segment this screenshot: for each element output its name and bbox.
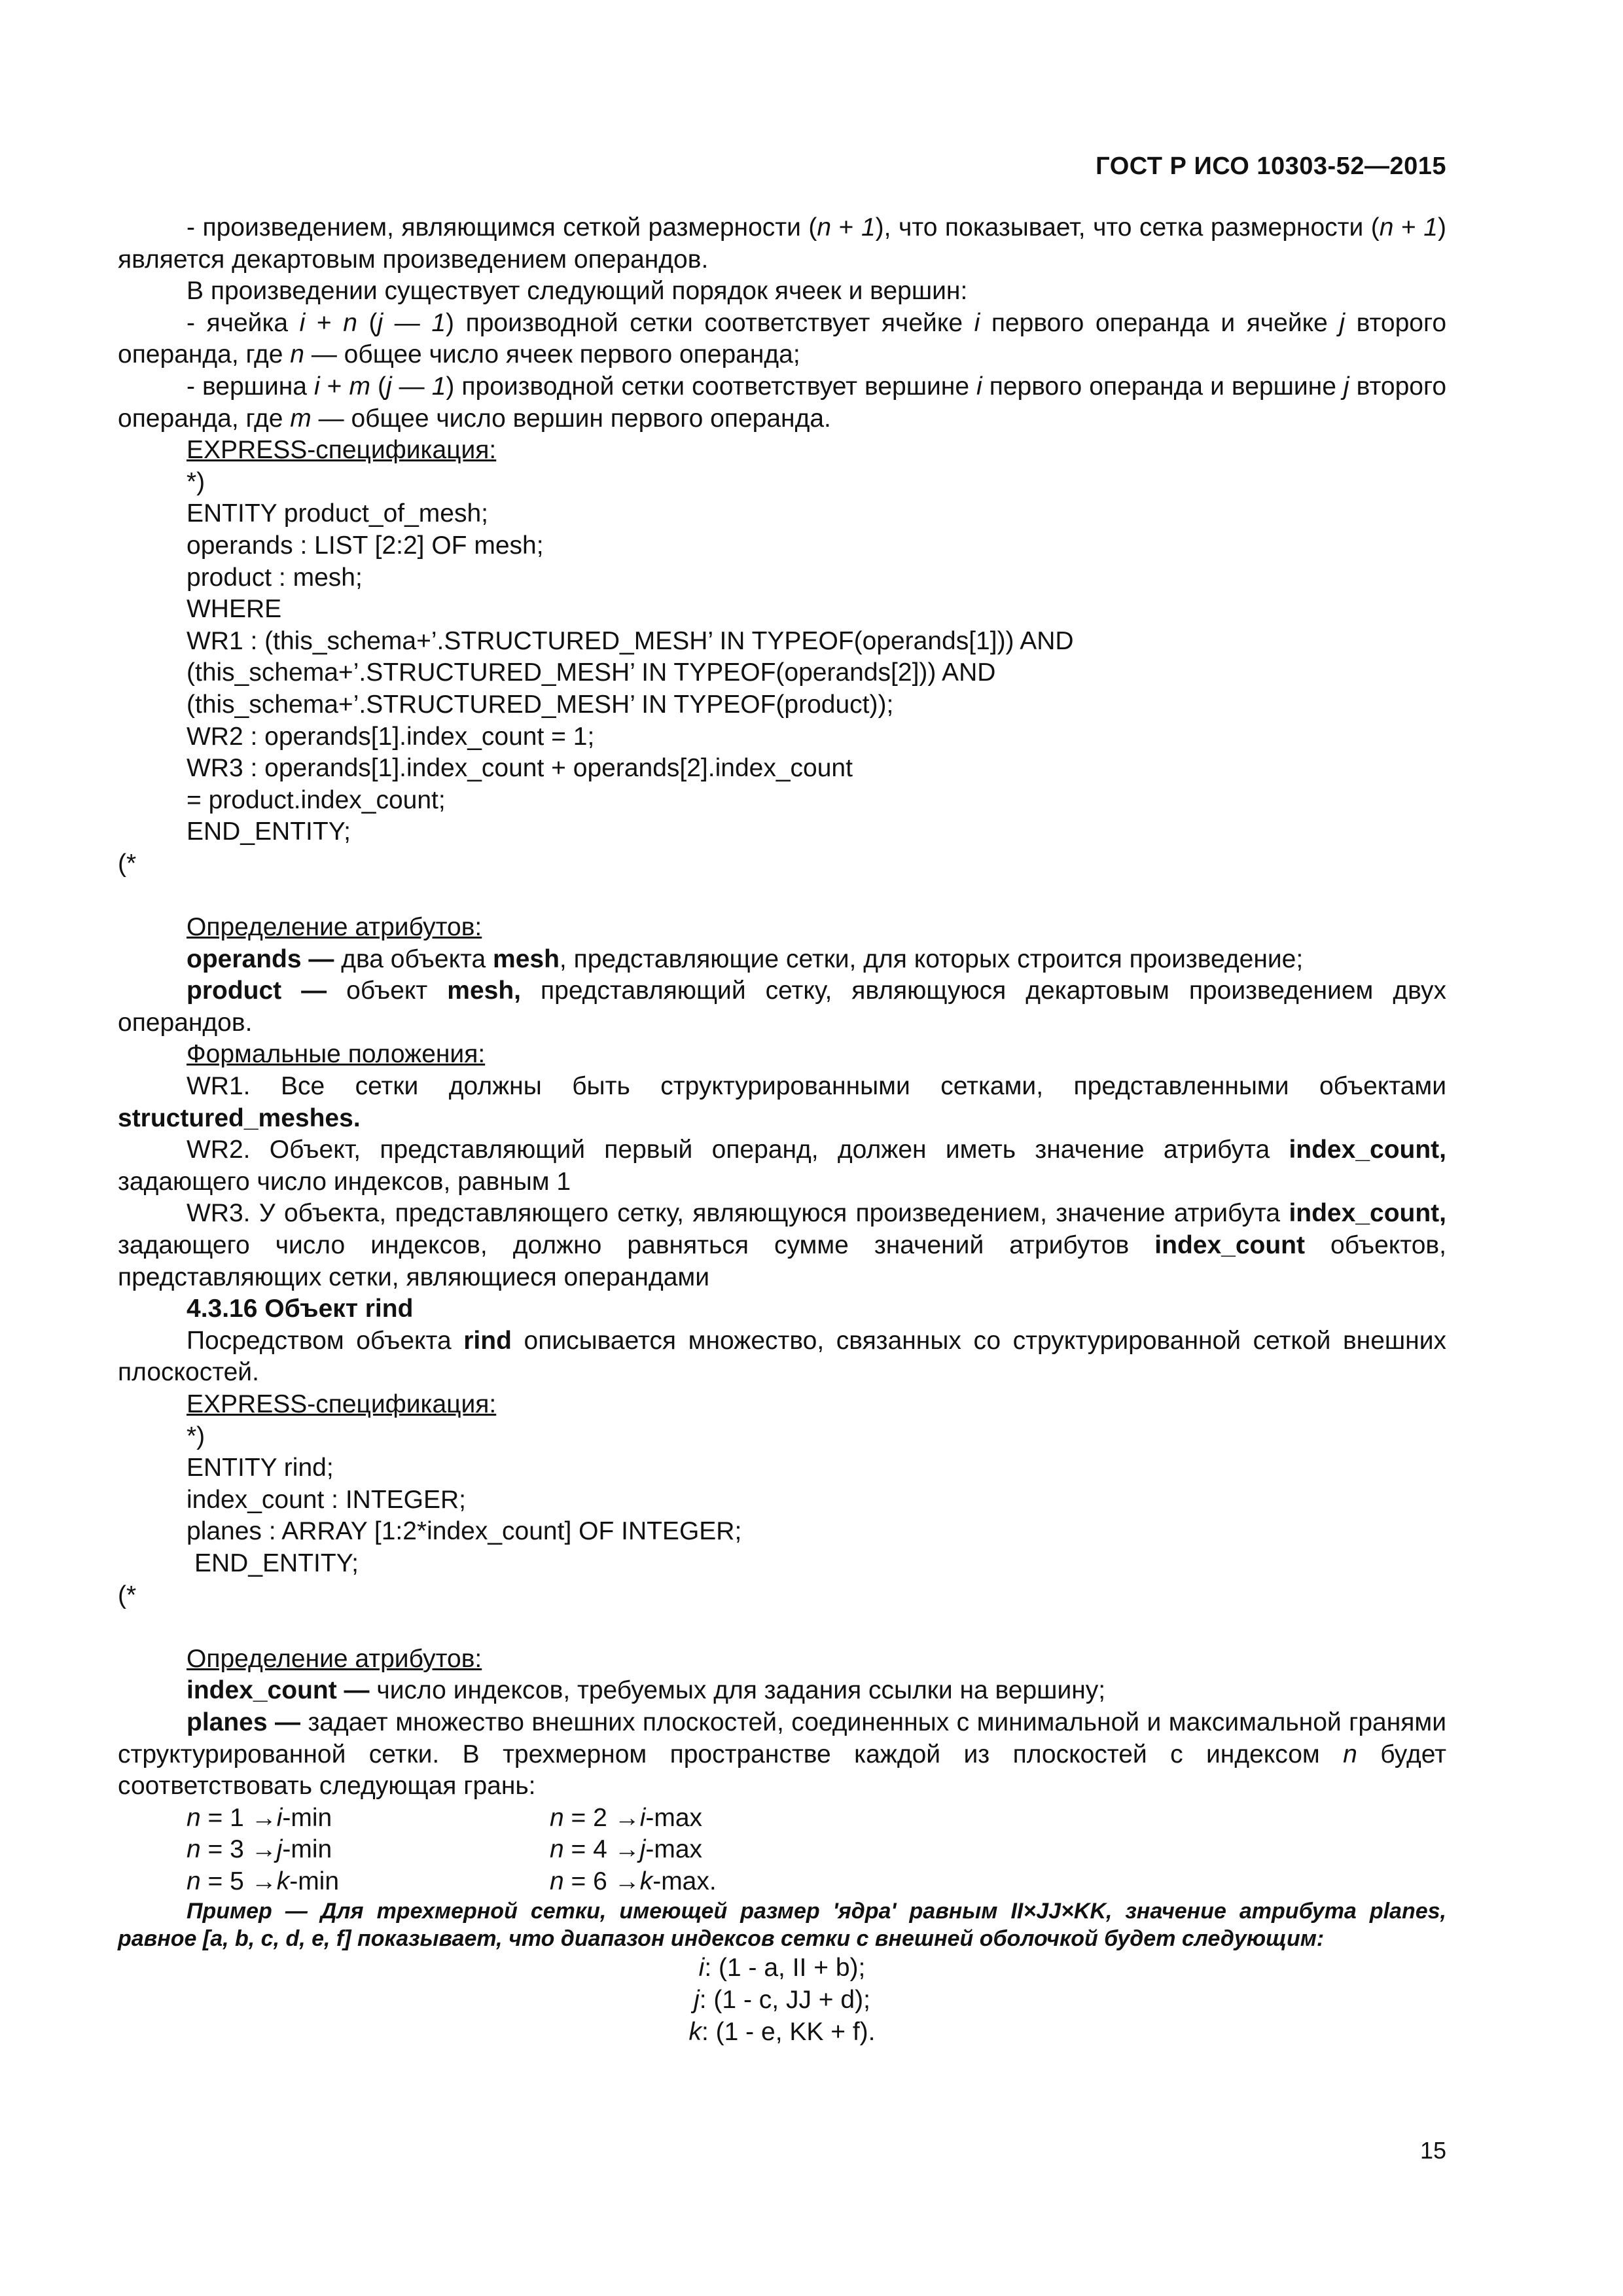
code-line: *) — [187, 1422, 205, 1450]
code-line: (this_schema+’.STRUCTURED_MESH’ IN TYPEOF(product)); — [187, 690, 894, 719]
product-definition: product — объект mesh, представляющий сетку, являющуюся декартовым произведением двух операндов. — [118, 977, 1446, 1037]
express-spec-label: EXPRESS-спецификация: — [187, 436, 497, 465]
index-count-definition: index_count — число индексов, требуемых для задания ссылки на вершину; — [187, 1676, 1106, 1705]
attribute-definition-label: Определение атрибутов: — [187, 913, 482, 942]
planes-definition: planes — задает множество внешних плоскостей, соединенных с минимальной и максимальной гранями структурированной сетки. В трехмерном пространстве каждой из плоскостей с индексом n будет соответствовать следующая грань: — [118, 1708, 1446, 1801]
code-line: WR1 : (this_schema+’.STRUCTURED_MESH’ IN TYPEOF(operands[1])) AND — [187, 626, 1074, 655]
code-line: planes : ARRAY [1:2*index_count] OF INTEGER; — [187, 1517, 742, 1546]
mapping-cell: n = 1 →i-min — [187, 1803, 332, 1832]
express-code-block — [118, 467, 1446, 848]
formula-line: j: (1 - c, JJ + d); — [694, 1986, 870, 2015]
page-number: 15 — [1419, 2137, 1446, 2164]
product-paragraph: - произведением, являющимся сеткой размерности (n + 1), что показывает, что сетка размерности (n + 1) является декартовым произведением операндов. — [118, 213, 1446, 274]
mapping-row — [118, 1803, 1446, 1835]
example-note: Пример — Для трехмерной сетки, имеющей размер 'ядра' равным II×JJ×KK, значение атрибута planes, равное [a, b, c, d, e, f] показывает, что диапазон индексов сетки с внешней оболочкой будет следующим: — [118, 1899, 1446, 1952]
code-close: (* — [118, 849, 137, 878]
mapping-cell: n = 4 →j-max — [550, 1835, 703, 1864]
face-mapping — [118, 1803, 1446, 1898]
wr3-paragraph: WR3. У объекта, представляющего сетку, являющуюся произведением, значение атрибута index_count, задающего число индексов, должно равняться сумме значений атрибутов index_count объектов, представляющих сетки, являющиеся операндами — [118, 1199, 1446, 1291]
code-line: product : mesh; — [187, 563, 363, 592]
code-close: (* — [118, 1581, 137, 1609]
cell-paragraph: - ячейка i + n (j — 1) производной сетки соответствует ячейке i первого операнда и ячейке j второго операнда, где n — общее число ячеек первого операнда; — [118, 308, 1447, 369]
attribute-definition-label: Определение атрибутов: — [187, 1644, 482, 1673]
code-line: END_ENTITY; — [187, 817, 351, 846]
wr2-paragraph: WR2. Объект, представляющий первый операнд, должен иметь значение атрибута index_count, задающего число индексов, равным 1 — [118, 1136, 1446, 1196]
code-line: WR2 : operands[1].index_count = 1; — [187, 722, 595, 751]
formal-propositions-label: Формальные положения: — [187, 1040, 486, 1069]
code-line: END_ENTITY; — [194, 1549, 359, 1577]
code-line: *) — [187, 467, 205, 496]
code-line: (this_schema+’.STRUCTURED_MESH’ IN TYPEOF(operands[2])) AND — [187, 658, 996, 687]
formula-line: i: (1 - a, II + b); — [698, 1954, 866, 1982]
operands-definition: operands — два объекта mesh, представляющие сетки, для которых строится произведение; — [187, 944, 1304, 973]
express-spec-label: EXPRESS-спецификация: — [187, 1390, 497, 1418]
formula-line: k: (1 - e, KK + f). — [688, 2017, 876, 2046]
code-line: = product.index_count; — [187, 785, 446, 814]
page-body — [118, 212, 1446, 2048]
order-paragraph: В произведении существует следующий порядок ячеек и вершин: — [187, 277, 968, 306]
mapping-cell: n = 2 →i-max — [550, 1803, 703, 1832]
code-line: WHERE — [187, 595, 282, 624]
mapping-row — [118, 1834, 1446, 1866]
rind-paragraph: Посредством объекта rind описывается множество, связанных со структурированной сеткой внешних плоскостей. — [118, 1326, 1446, 1387]
mapping-cell: n = 3 →j-min — [187, 1835, 332, 1864]
code-line: operands : LIST [2:2] OF mesh; — [187, 531, 544, 560]
code-line: ENTITY product_of_mesh; — [187, 499, 488, 528]
section-title: 4.3.16 Объект rind — [187, 1295, 414, 1323]
express-code-block — [118, 1421, 1446, 1580]
mapping-row — [118, 1866, 1446, 1898]
mapping-cell: n = 6 →k-max. — [550, 1867, 717, 1895]
mapping-cell: n = 5 →k-min — [187, 1867, 340, 1895]
code-line: index_count : INTEGER; — [187, 1485, 467, 1514]
wr1-paragraph: WR1. Все сетки должны быть структурированными сетками, представленными объектами structured_meshes. — [118, 1072, 1446, 1132]
vertex-paragraph: - вершина i + m (j — 1) производной сетки соответствует вершине i первого операнда и вершине j второго операнда, где m — общее число вершин первого операнда. — [118, 372, 1447, 433]
code-line: ENTITY rind; — [187, 1454, 334, 1482]
document-header: ГОСТ Р ИСО 10303-52—2015 — [1096, 152, 1446, 180]
code-line: WR3 : operands[1].index_count + operands[2].index_count — [187, 754, 853, 783]
index-range-formulas — [118, 1952, 1446, 2048]
